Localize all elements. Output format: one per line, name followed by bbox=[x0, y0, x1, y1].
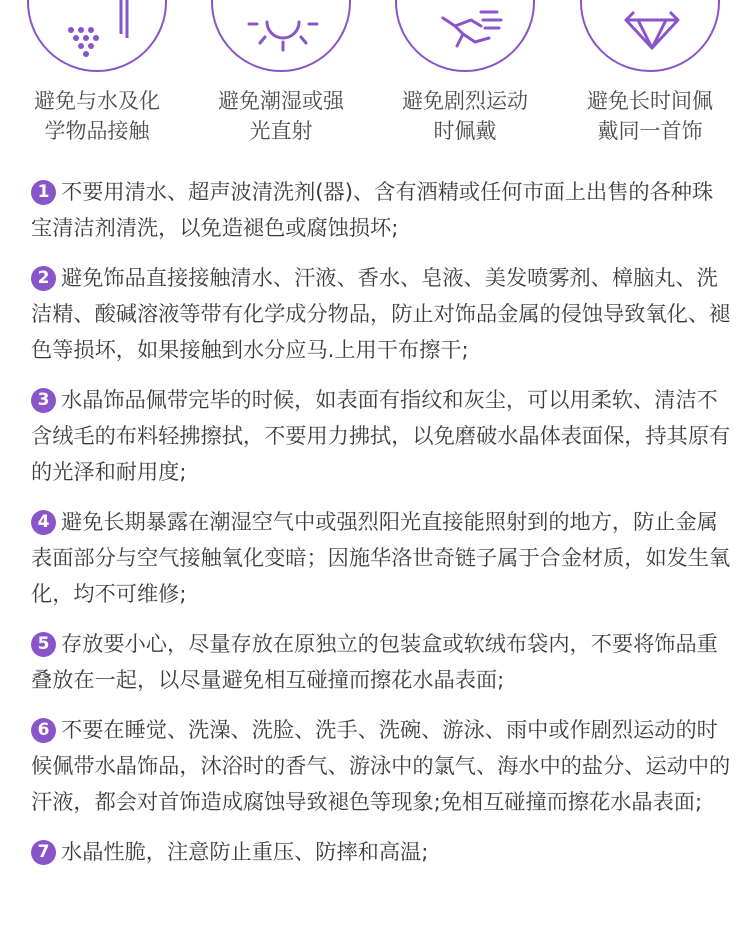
care-notes-list bbox=[31, 174, 731, 884]
care-icons-row bbox=[0, 0, 750, 160]
care-note-7 bbox=[31, 834, 731, 870]
note-text: 不要用清水、超声波清洗剂(器)、含有酒精或任何市面上出售的各种珠宝清洁剂清洗，以免造褪色或腐蚀损坏; bbox=[31, 179, 714, 240]
note-number-badge: 4 bbox=[31, 510, 56, 535]
note-number-badge: 3 bbox=[31, 388, 56, 413]
note-text: 水晶饰品佩带完毕的时候，如表面有指纹和灰尘，可以用柔软、清洁不含绒毛的布料轻拂擦拭，不要用力拂拭，以免磨破水晶体表面保，持其原有的光泽和耐用度; bbox=[31, 387, 731, 484]
running-person-icon bbox=[395, 0, 535, 72]
note-text: 存放要小心，尽量存放在原独立的包装盒或软绒布袋内，不要将饰品重叠放在一起，以尽量避免相互碰撞而擦花水晶表面; bbox=[31, 631, 718, 692]
note-text: 避免饰品直接接触清水、汗液、香水、皂液、美发喷雾剂、樟脑丸、洗洁精、酸碱溶液等带有化学成分物品，防止对饰品金属的侵蚀导致氧化、褪色等损坏，如果接触到水分应马.上用干布擦干; bbox=[31, 265, 731, 362]
care-note-5 bbox=[31, 626, 731, 698]
note-number-badge: 6 bbox=[31, 718, 56, 743]
note-text: 避免长期暴露在潮湿空气中或强烈阳光直接能照射到的地方，防止金属表面部分与空气接触氧化变暗；因施华洛世奇链子属于合金材质，如发生氧化，均不可维修; bbox=[31, 509, 731, 606]
note-text: 水晶性脆，注意防止重压、防摔和高温; bbox=[61, 839, 429, 864]
note-number-badge: 5 bbox=[31, 632, 56, 657]
care-note-2 bbox=[31, 260, 731, 368]
care-caption-water: 避免与水及化 学物品接触 bbox=[34, 89, 160, 143]
note-number-badge: 2 bbox=[31, 266, 56, 291]
care-caption-sport: 避免剧烈运动 时佩戴 bbox=[402, 89, 528, 143]
sun-icon bbox=[211, 0, 351, 72]
diamond-icon bbox=[580, 0, 720, 72]
note-number-badge: 7 bbox=[31, 840, 56, 865]
care-caption-sun: 避免潮湿或强 光直射 bbox=[218, 89, 344, 143]
note-text: 不要在睡觉、洗澡、洗脸、洗手、洗碗、游泳、雨中或作剧烈运动的时候佩带水晶饰品，沐浴时的香气、游泳中的氯气、海水中的盐分、运动中的汗液，都会对首饰造成腐蚀导致褪色等现象;免相互碰撞而擦花水晶表面; bbox=[31, 717, 731, 814]
care-note-4 bbox=[31, 504, 731, 612]
care-note-3 bbox=[31, 382, 731, 490]
note-number-badge: 1 bbox=[31, 180, 56, 205]
water-spray-icon bbox=[27, 0, 167, 72]
care-note-6 bbox=[31, 712, 731, 820]
care-caption-diamond: 避免长时间佩 戴同一首饰 bbox=[587, 89, 713, 143]
care-note-1 bbox=[31, 174, 731, 246]
